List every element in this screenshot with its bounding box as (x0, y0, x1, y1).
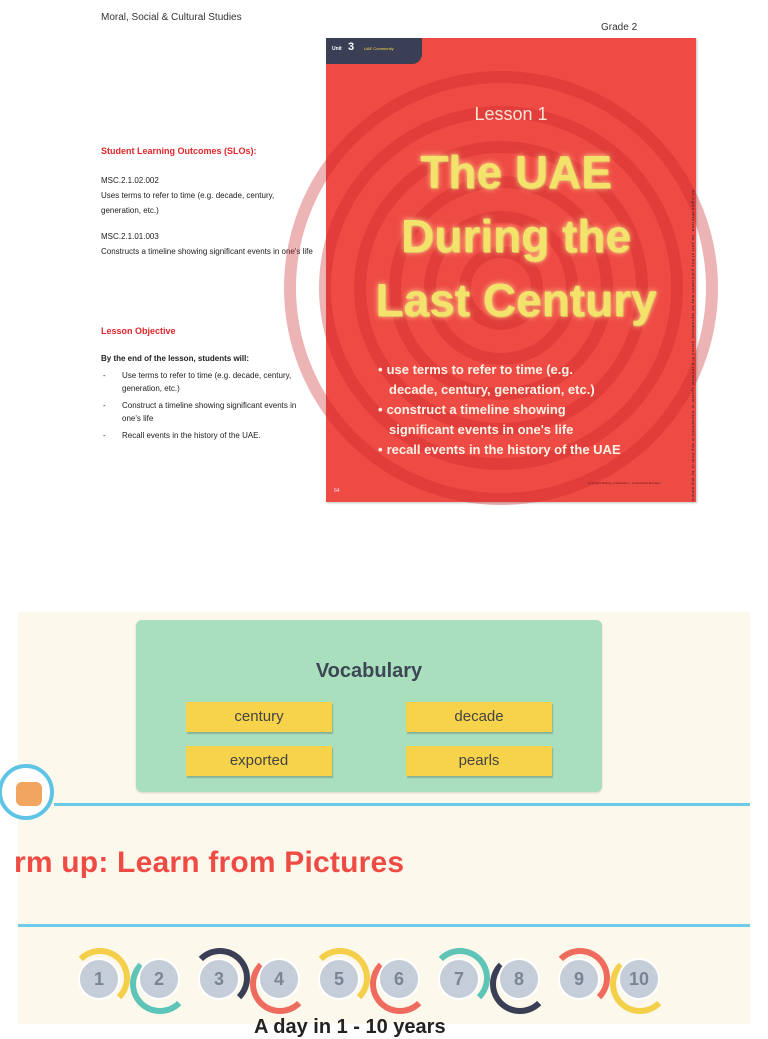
objective-intro: By the end of the lesson, students will: (101, 354, 250, 363)
lesson-title-line: Last Century (375, 274, 657, 326)
lesson-title (326, 140, 706, 332)
vocabulary-title: Vocabulary (315, 660, 423, 682)
bullet-icon: • (378, 362, 383, 377)
slo-code: MSC.2.1.01.003 (101, 232, 159, 241)
cover-objective-cont (378, 420, 678, 440)
slo-code: MSC.2.1.02.002 (101, 176, 159, 185)
objective-item: - Construct a timeline showing significant events in one's life (101, 399, 311, 425)
reading-icon (0, 764, 54, 820)
cover-objective-cont (378, 380, 678, 400)
timeline-number: 10 (618, 958, 660, 1000)
cover-objective-text: recall events in the history of the UAE (386, 442, 621, 457)
cover-objective-text: decade, century, generation, etc.) (389, 382, 595, 397)
vocab-word-decade: decade (406, 702, 552, 732)
timeline-number: 6 (378, 958, 420, 1000)
slo-item (101, 173, 316, 218)
slo-text: Uses terms to refer to time (e.g. decade, century, generation, etc.) (101, 191, 275, 215)
cover-objective-text: use terms to refer to time (e.g. (386, 362, 573, 377)
cover-objective (378, 360, 678, 380)
cover-objective (378, 400, 678, 420)
copyright-side-text: All rights reserved. No part of this publication may be reproduced, stored in a retrieval system or transmitted in any form or by any means. (691, 190, 696, 504)
lesson-cover (326, 38, 696, 502)
cover-footer: Copyright Ministry of Education - United Arab Emirates (588, 481, 661, 485)
number-timeline (72, 942, 692, 1016)
slo-heading: Student Learning Outcomes (SLOs): (101, 146, 257, 156)
cover-objectives (378, 360, 678, 460)
unit-name: UAE Community (364, 46, 394, 51)
bullet-icon: • (378, 442, 383, 457)
lesson-label: Lesson 1 (474, 104, 548, 124)
lesson-title-line: The UAE (420, 146, 612, 198)
cover-objective (378, 440, 678, 460)
subject-title: Moral, Social & Cultural Studies (101, 12, 242, 23)
bullet-icon: • (378, 402, 383, 417)
warmup-title: rm up: Learn from Pictures (14, 846, 405, 879)
timeline-number: 2 (138, 958, 180, 1000)
textbook-page (14, 612, 750, 1038)
vocab-word-pearls: pearls (406, 746, 552, 776)
divider (54, 803, 750, 806)
cover-objective-text: significant events in one's life (389, 422, 574, 437)
timeline-number: 5 (318, 958, 360, 1000)
timeline-number: 4 (258, 958, 300, 1000)
objective-item: - Use terms to refer to time (e.g. decade, century, generation, etc.) (101, 369, 311, 395)
activity-heading: A day in 1 - 10 years (254, 1016, 446, 1038)
page-number: 64 (334, 488, 340, 494)
vocab-word-century: century (186, 702, 332, 732)
objective-item: - Recall events in the history of the UAE. (101, 429, 311, 442)
timeline-number: 9 (558, 958, 600, 1000)
grade-label: Grade 2 (601, 22, 638, 33)
unit-tab (326, 38, 422, 64)
cover-objective-text: construct a timeline showing (386, 402, 566, 417)
lesson-title-line: During the (401, 210, 631, 262)
vocab-word-exported: exported (186, 746, 332, 776)
divider (18, 924, 750, 927)
slo-text: Constructs a timeline showing significant events in one's life (101, 247, 313, 256)
objective-list (101, 369, 311, 446)
timeline-number: 7 (438, 958, 480, 1000)
slo-item (101, 229, 316, 259)
vocabulary-box (136, 620, 602, 792)
timeline-number: 1 (78, 958, 120, 1000)
unit-word: Unit (332, 46, 342, 52)
unit-number: 3 (348, 41, 355, 53)
timeline-number: 8 (498, 958, 540, 1000)
objective-heading: Lesson Objective (101, 326, 176, 336)
timeline-number: 3 (198, 958, 240, 1000)
